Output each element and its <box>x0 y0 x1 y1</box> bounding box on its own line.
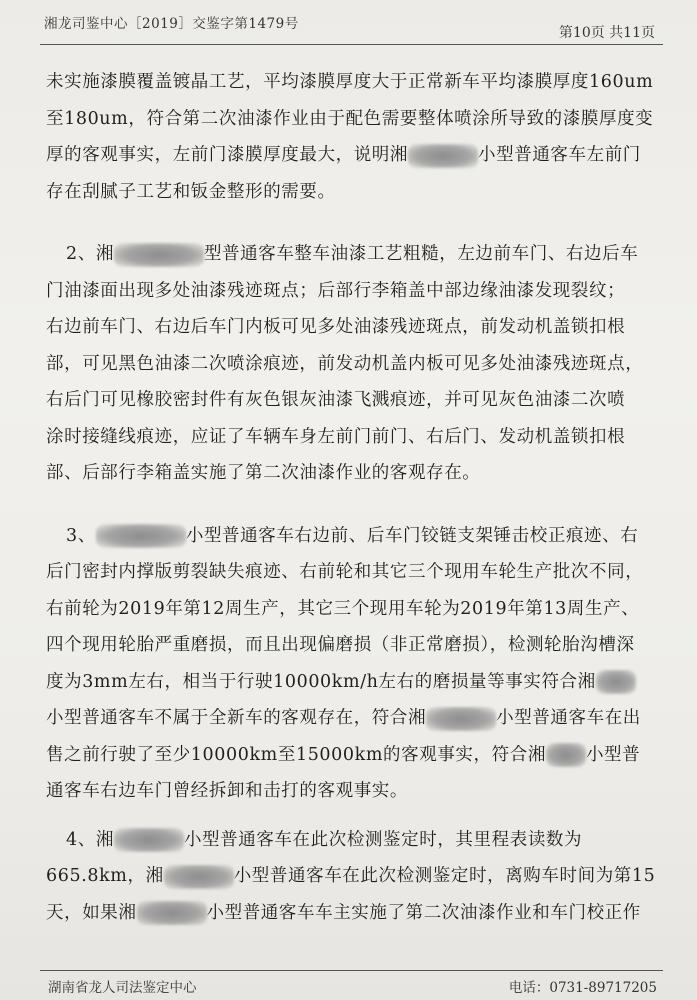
text-segment: 665.8km，湘 <box>46 866 164 886</box>
text-line <box>46 895 657 932</box>
redacted-plate <box>546 743 586 767</box>
text-segment: 2、湘 <box>66 244 114 264</box>
text-segment: 小型普 <box>585 744 641 765</box>
text-line <box>46 236 657 273</box>
text-segment: 部，可见黑色油漆二次喷涂痕迹，前发动机盖内板可见多处油漆残迹斑点， <box>46 353 644 374</box>
text-line <box>46 518 657 555</box>
text-segment: 右边前车门、右边后车门内板可见多处油漆残迹斑点，前发动机盖锁扣根 <box>46 317 626 337</box>
text-line <box>46 737 657 774</box>
text-segment: 小型普通客车在此次检测鉴定时，其里程表读数为 <box>183 829 583 850</box>
text-line <box>46 455 657 492</box>
text-line <box>46 773 657 810</box>
text-line <box>46 664 657 701</box>
text-segment: 厚的客观事实，左前门漆膜厚度最大，说明湘 <box>46 145 408 165</box>
text-line <box>46 346 657 383</box>
text-segment: 部、后部行李箱盖实施了第二次油漆作业的客观存在。 <box>46 463 481 483</box>
redacted-plate <box>137 901 207 925</box>
text-segment: 涂时接缝线痕迹，应证了车辆车身左前门前门、右后门、发动机盖锁扣根 <box>46 426 626 447</box>
paragraph-3 <box>46 518 657 810</box>
text-segment: 后门密封内撑版剪裂缺失痕迹、右前轮和其它三个现用车轮生产批次不同， <box>46 562 644 582</box>
text-segment: 天，如果湘 <box>46 902 137 923</box>
text-line <box>46 382 657 419</box>
page-number: 第10页 共11页 <box>558 25 655 41</box>
text-segment: 小型普通客车右边前、后车门铰链支架锤击校正痕迹、右 <box>185 525 639 546</box>
text-segment: 右后门可见橡胶密封件有灰色银灰油漆飞溅痕迹，并可见灰色油漆二次喷 <box>46 390 626 410</box>
text-segment: 小型普通客车在此次检测鉴定时，离购车时间为第15 <box>233 866 656 886</box>
text-line <box>46 700 657 737</box>
text-line <box>46 591 657 628</box>
text-line <box>46 309 657 346</box>
text-line <box>46 174 657 211</box>
paragraph-4 <box>46 822 657 932</box>
paragraph-2 <box>46 236 657 492</box>
text-segment: 4、湘 <box>66 829 114 850</box>
text-line <box>46 858 657 895</box>
text-line <box>46 554 657 591</box>
text-segment: 型普通客车整车油漆工艺粗糙，左边前车门、右边后车 <box>203 244 639 264</box>
redacted-plate <box>408 144 478 168</box>
text-segment: 右前轮为2019年第12周生产，其它三个现用车轮为2019年第13周生产、 <box>46 598 640 619</box>
text-segment: 存在刮腻子工艺和钣金整形的需要。 <box>46 181 336 202</box>
text-segment: 3、 <box>66 525 96 546</box>
text-segment: 四个现用轮胎严重磨损，而且出现偏磨损（非正常磨损），检测轮胎沟槽深 <box>46 635 635 655</box>
redacted-plate <box>114 243 204 267</box>
header-divider <box>40 44 663 45</box>
text-segment: 未实施漆膜覆盖镀晶工艺，平均漆膜厚度大于正常新车平均漆膜厚度160um <box>46 72 654 92</box>
text-segment: 小型普通客车在出 <box>496 708 641 728</box>
document-body <box>46 64 657 931</box>
footer-organization: 湖南省龙人司法鉴定中心 <box>48 980 197 996</box>
text-line <box>46 273 657 310</box>
footer-divider <box>40 970 663 971</box>
redacted-plate <box>596 670 636 694</box>
paragraph-continuation <box>46 64 657 210</box>
text-segment: 通客车右边车门曾经拆卸和击打的客观事实。 <box>46 781 408 801</box>
text-line <box>46 419 657 456</box>
text-segment: 度为3mm左右，相当于行驶10000km/h左右的磨损量等事实符合湘 <box>46 671 596 692</box>
text-line <box>46 101 657 138</box>
text-line <box>46 627 657 664</box>
text-segment: 门油漆面出现多处油漆残迹斑点；后部行李箱盖中部边缘油漆发现裂纹； <box>46 280 626 301</box>
text-segment: 小型普通客车不属于全新车的客观存在，符合湘 <box>46 708 427 728</box>
footer-phone: 电话：0731-89717205 <box>508 980 657 996</box>
report-number: 湘龙司鉴中心［2019］交鉴字第1479号 <box>44 16 299 32</box>
redacted-plate <box>164 865 234 889</box>
text-segment: 售之前行驶了至少10000km至15000km的客观事实，符合湘 <box>46 744 546 765</box>
text-segment: 小型普通客车车主实施了第二次油漆作业和车门校正作 <box>206 902 641 923</box>
text-segment: 小型普通客车左前门 <box>478 145 641 165</box>
redacted-plate <box>426 707 496 731</box>
redacted-plate <box>114 828 184 852</box>
redacted-plate <box>96 524 186 548</box>
text-segment: 至180um，符合第二次油漆作业由于配色需要整体喷涂所导致的漆膜厚度变 <box>46 108 654 129</box>
text-line <box>46 64 657 101</box>
text-line <box>46 137 657 174</box>
text-line <box>46 822 657 859</box>
